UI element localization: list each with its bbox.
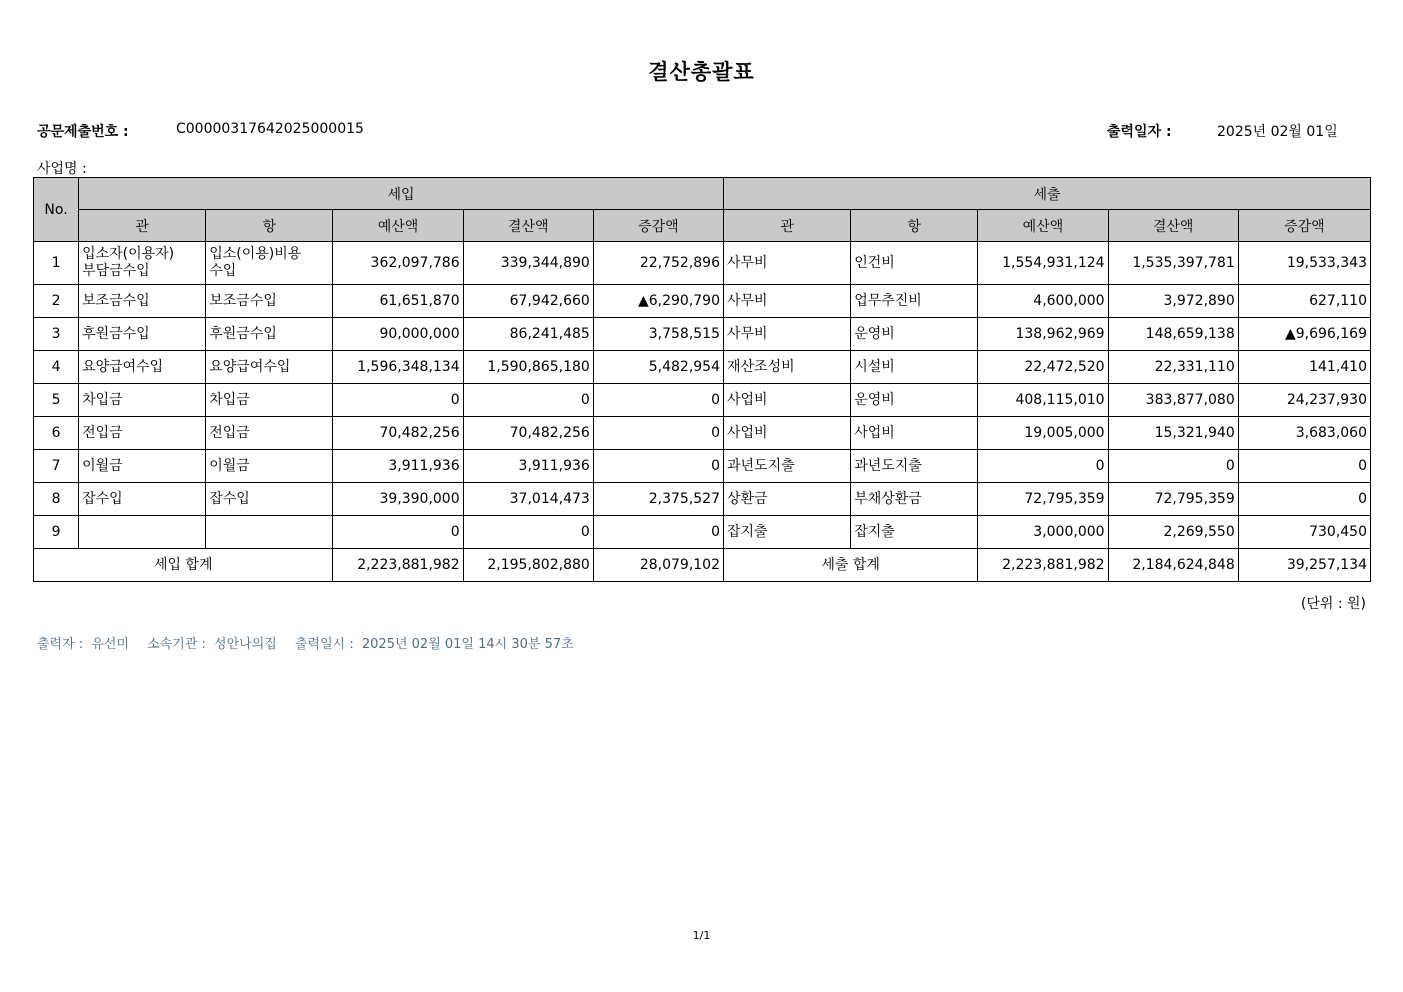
column-header: 관 — [724, 210, 851, 242]
row-number: 3 — [34, 318, 79, 351]
income-hang-cell: 잡수입 — [206, 483, 333, 516]
income-budget-cell: 0 — [333, 384, 463, 417]
expense-total-settle: 2,184,624,848 — [1108, 549, 1238, 582]
expense-settle-cell: 3,972,890 — [1108, 285, 1238, 318]
totals-row — [34, 549, 1371, 582]
expense-gwan-cell: 과년도지출 — [724, 450, 851, 483]
income-gwan-cell: 차입금 — [79, 384, 206, 417]
expense-settle-cell: 15,321,940 — [1108, 417, 1238, 450]
expense-settle-cell: 72,795,359 — [1108, 483, 1238, 516]
income-gwan-cell: 전입금 — [79, 417, 206, 450]
print-date-label: 출력일자 : — [1107, 124, 1172, 140]
table-row — [34, 450, 1371, 483]
settlement-summary-table — [33, 177, 1371, 582]
expense-gwan-cell: 사업비 — [724, 384, 851, 417]
expense-budget-cell: 138,962,969 — [978, 318, 1108, 351]
unit-note: (단위 : 원) — [1300, 596, 1366, 612]
income-budget-cell: 3,911,936 — [333, 450, 463, 483]
expense-hang-cell: 운영비 — [851, 384, 978, 417]
expense-gwan-cell: 재산조성비 — [724, 351, 851, 384]
expense-hang-cell: 시설비 — [851, 351, 978, 384]
expense-settle-cell: 1,535,397,781 — [1108, 242, 1238, 285]
document-title: 결산총괄표 — [648, 60, 755, 84]
income-diff-cell: 0 — [593, 384, 723, 417]
column-header: 증감액 — [593, 210, 723, 242]
income-gwan-cell: 요양급여수입 — [79, 351, 206, 384]
column-header: 항 — [206, 210, 333, 242]
table-row — [34, 516, 1371, 549]
printer-name: 유선미 — [91, 637, 130, 652]
column-header: 결산액 — [1108, 210, 1238, 242]
expense-diff-cell: 730,450 — [1238, 516, 1370, 549]
income-hang-cell: 후원금수입 — [206, 318, 333, 351]
expense-budget-cell: 3,000,000 — [978, 516, 1108, 549]
income-total-label: 세입 합계 — [34, 549, 333, 582]
expense-total-label: 세출 합계 — [724, 549, 978, 582]
table-row — [34, 384, 1371, 417]
income-diff-cell: 5,482,954 — [593, 351, 723, 384]
expense-settle-cell: 0 — [1108, 450, 1238, 483]
expense-budget-cell: 19,005,000 — [978, 417, 1108, 450]
expense-budget-cell: 22,472,520 — [978, 351, 1108, 384]
expense-diff-cell: 141,410 — [1238, 351, 1370, 384]
income-gwan-cell: 입소자(이용자) 부담금수입 — [79, 242, 206, 285]
expense-diff-cell: 0 — [1238, 483, 1370, 516]
doc-number-value: C00000317642025000015 — [176, 121, 364, 137]
expense-budget-cell: 408,115,010 — [978, 384, 1108, 417]
income-hang-cell: 입소(이용)비용 수입 — [206, 242, 333, 285]
expense-hang-cell: 과년도지출 — [851, 450, 978, 483]
income-gwan-cell — [79, 516, 206, 549]
income-settle-cell: 86,241,485 — [463, 318, 593, 351]
table-row — [34, 417, 1371, 450]
income-hang-cell: 보조금수입 — [206, 285, 333, 318]
expense-diff-cell: 0 — [1238, 450, 1370, 483]
expense-gwan-cell: 사무비 — [724, 242, 851, 285]
income-diff-cell: 3,758,515 — [593, 318, 723, 351]
expense-budget-cell: 72,795,359 — [978, 483, 1108, 516]
income-gwan-cell: 보조금수입 — [79, 285, 206, 318]
column-header: 예산액 — [333, 210, 463, 242]
income-total-diff: 28,079,102 — [593, 549, 723, 582]
expense-gwan-cell: 사업비 — [724, 417, 851, 450]
income-diff-cell: 0 — [593, 516, 723, 549]
expense-settle-cell: 383,877,080 — [1108, 384, 1238, 417]
table-row — [34, 351, 1371, 384]
income-diff-cell: 0 — [593, 417, 723, 450]
income-gwan-cell: 잡수입 — [79, 483, 206, 516]
income-diff-cell: 2,375,527 — [593, 483, 723, 516]
column-header: 결산액 — [463, 210, 593, 242]
printed-at-value: 2025년 02월 01일 14시 30분 57초 — [361, 637, 574, 652]
expense-diff-cell: 3,683,060 — [1238, 417, 1370, 450]
expense-diff-cell: 19,533,343 — [1238, 242, 1370, 285]
expense-hang-cell: 사업비 — [851, 417, 978, 450]
income-hang-cell: 요양급여수입 — [206, 351, 333, 384]
income-budget-cell: 70,482,256 — [333, 417, 463, 450]
income-budget-cell: 39,390,000 — [333, 483, 463, 516]
column-header: 항 — [851, 210, 978, 242]
print-date-value: 2025년 02월 01일 — [1217, 124, 1338, 140]
income-settle-cell: 3,911,936 — [463, 450, 593, 483]
expense-budget-cell: 4,600,000 — [978, 285, 1108, 318]
income-settle-cell: 37,014,473 — [463, 483, 593, 516]
income-budget-cell: 61,651,870 — [333, 285, 463, 318]
income-budget-cell: 1,596,348,134 — [333, 351, 463, 384]
row-number: 6 — [34, 417, 79, 450]
table-row — [34, 318, 1371, 351]
expense-diff-cell: 24,237,930 — [1238, 384, 1370, 417]
income-settle-cell: 1,590,865,180 — [463, 351, 593, 384]
income-settle-cell: 67,942,660 — [463, 285, 593, 318]
income-total-settle: 2,195,802,880 — [463, 549, 593, 582]
income-hang-cell: 전입금 — [206, 417, 333, 450]
expense-gwan-cell: 사무비 — [724, 285, 851, 318]
expense-gwan-cell: 잡지출 — [724, 516, 851, 549]
income-budget-cell: 0 — [333, 516, 463, 549]
expense-gwan-cell: 상환금 — [724, 483, 851, 516]
expense-diff-cell: 627,110 — [1238, 285, 1370, 318]
row-number: 7 — [34, 450, 79, 483]
printer-label: 출력자 : — [37, 637, 84, 652]
table-row — [34, 285, 1371, 318]
expense-header: 세출 — [724, 178, 1371, 210]
column-header: 관 — [79, 210, 206, 242]
expense-hang-cell: 잡지출 — [851, 516, 978, 549]
expense-settle-cell: 2,269,550 — [1108, 516, 1238, 549]
expense-hang-cell: 운영비 — [851, 318, 978, 351]
expense-total-diff: 39,257,134 — [1238, 549, 1370, 582]
column-header: 증감액 — [1238, 210, 1370, 242]
income-total-budget: 2,223,881,982 — [333, 549, 463, 582]
business-name-label: 사업명 : — [37, 161, 87, 177]
income-hang-cell — [206, 516, 333, 549]
page-number: 1/1 — [692, 929, 711, 942]
org-label: 소속기관 : — [147, 637, 206, 652]
column-header: 예산액 — [978, 210, 1108, 242]
expense-hang-cell: 업무추진비 — [851, 285, 978, 318]
row-number: 9 — [34, 516, 79, 549]
expense-settle-cell: 148,659,138 — [1108, 318, 1238, 351]
income-settle-cell: 339,344,890 — [463, 242, 593, 285]
expense-budget-cell: 1,554,931,124 — [978, 242, 1108, 285]
income-settle-cell: 70,482,256 — [463, 417, 593, 450]
income-diff-cell: 0 — [593, 450, 723, 483]
row-number: 4 — [34, 351, 79, 384]
expense-hang-cell: 인건비 — [851, 242, 978, 285]
income-settle-cell: 0 — [463, 384, 593, 417]
row-number: 8 — [34, 483, 79, 516]
income-gwan-cell: 이월금 — [79, 450, 206, 483]
row-number: 5 — [34, 384, 79, 417]
print-info-footer — [37, 633, 588, 652]
expense-gwan-cell: 사무비 — [724, 318, 851, 351]
income-hang-cell: 이월금 — [206, 450, 333, 483]
expense-diff-cell: ▲9,696,169 — [1238, 318, 1370, 351]
table-row — [34, 242, 1371, 285]
row-number: 1 — [34, 242, 79, 285]
income-hang-cell: 차입금 — [206, 384, 333, 417]
income-gwan-cell: 후원금수입 — [79, 318, 206, 351]
no-header: No. — [34, 178, 79, 242]
printed-at-label: 출력일시 : — [294, 637, 354, 652]
row-number: 2 — [34, 285, 79, 318]
expense-settle-cell: 22,331,110 — [1108, 351, 1238, 384]
table-row — [34, 483, 1371, 516]
org-name: 성안나의집 — [214, 637, 277, 652]
income-diff-cell: 22,752,896 — [593, 242, 723, 285]
income-budget-cell: 90,000,000 — [333, 318, 463, 351]
expense-hang-cell: 부채상환금 — [851, 483, 978, 516]
doc-number-label: 공문제출번호 : — [37, 124, 129, 140]
expense-budget-cell: 0 — [978, 450, 1108, 483]
expense-total-budget: 2,223,881,982 — [978, 549, 1108, 582]
income-header: 세입 — [79, 178, 724, 210]
income-diff-cell: ▲6,290,790 — [593, 285, 723, 318]
income-settle-cell: 0 — [463, 516, 593, 549]
income-budget-cell: 362,097,786 — [333, 242, 463, 285]
